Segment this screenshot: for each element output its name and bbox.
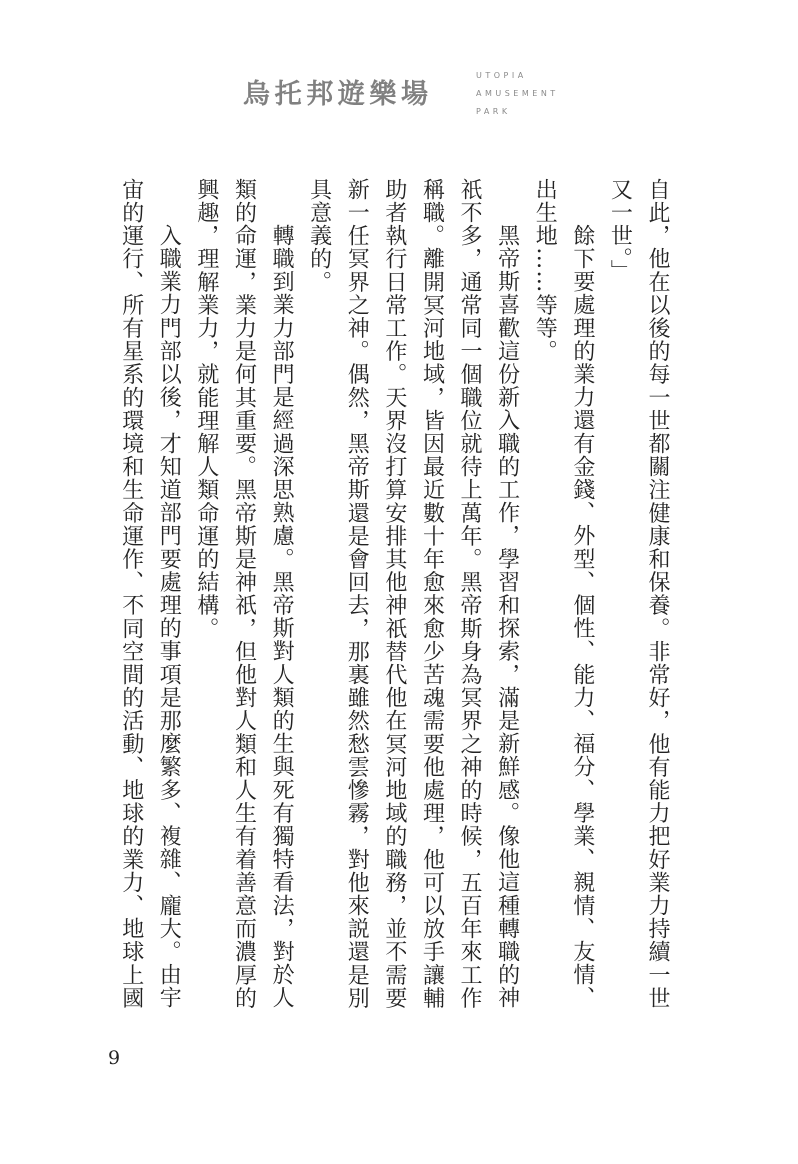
header-english-line: AMUSEMENT — [476, 89, 559, 98]
body-text — [112, 178, 676, 1012]
text-column: 新一任冥界之神。偶然，黑帝斯還是會回去，那裏雖然愁雲慘霧，對他來説還是別 — [344, 178, 370, 1010]
text-column: 轉職到業力部門是經過深思熟慮。黑帝斯對人類的生與死有獨特看法，對於人 — [269, 224, 295, 1010]
text-column: 稱職。離開冥河地域，皆因最近數十年愈來愈少苦魂需要他處理，他可以放手讓輔 — [419, 178, 445, 1010]
text-column: 入職業力門部以後，才知道部門要處理的事項是那麼繁多、複雜、龐大。由宇 — [156, 224, 182, 1010]
text-column: 助者執行日常工作。天界沒打算安排其他神祇替代他在冥河地域的職務，並不需要 — [381, 178, 407, 1010]
text-column: 又一世。」 — [607, 178, 633, 283]
text-column: 類的命運，業力是何其重要。黑帝斯是神祇，但他對人類和人生有着善意而濃厚的 — [231, 178, 257, 1010]
text-column: 黑帝斯喜歡這份新入職的工作，學習和探索，滿是新鮮感。像他這種轉職的神 — [494, 224, 520, 1010]
text-column: 具意義的。 — [306, 178, 332, 294]
header-english-line: PARK — [476, 107, 511, 116]
text-column: 宙的運行、所有星系的環境和生命運作、不同空間的活動、地球的業力、地球上國 — [118, 178, 144, 1010]
header-english-line: UTOPIA — [476, 71, 527, 80]
running-header-english — [476, 67, 559, 121]
text-column: 自此，他在以後的每一世都關注健康和保養。非常好，他有能力把好業力持續一世 — [645, 178, 670, 1010]
text-column: 出生地……等等。 — [532, 178, 558, 363]
page-number: 9 — [108, 1047, 121, 1069]
text-column: 興趣，理解業力，就能理解人類命運的結構。 — [193, 178, 219, 640]
running-header-title: 烏托邦遊樂場 — [243, 79, 433, 110]
text-column: 餘下要處理的業力還有金錢、外型、個性、能力、福分、學業、親情、友情、 — [569, 224, 595, 1010]
text-column: 祇不多，通常同一個職位就待上萬年。黑帝斯身為冥界之神的時候，五百年來工作 — [457, 178, 483, 1010]
